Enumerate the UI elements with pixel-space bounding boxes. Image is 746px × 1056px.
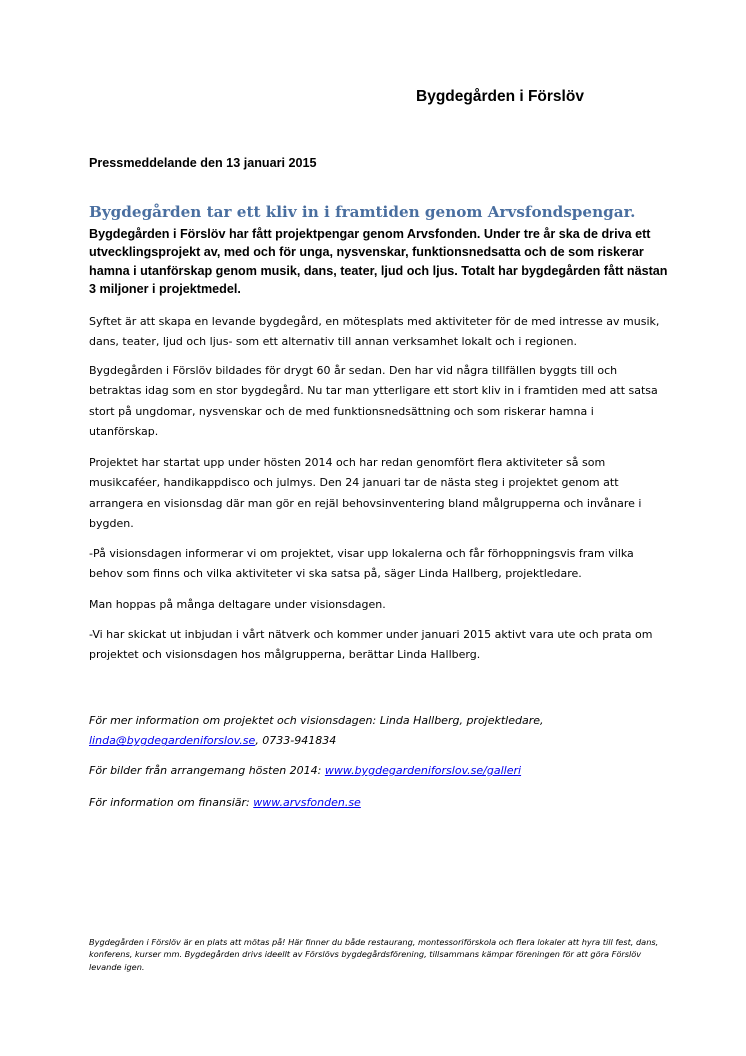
paragraph-history: Bygdegården i Förslöv bildades för drygt 60 år sedan. Den har vid några tillfällen byggts till och betraktas idag som en stor bygdegård. Nu tar man ytterligare ett stort kliv in i framtiden med att satsa stort på ungdomar, nysvenskar och de med funktionsnedsättning och som riskerar hamna i utanförskap.: [89, 364, 658, 439]
paragraph-project-start: Projektet har startat upp under hösten 2014 och har redan genomfört flera aktiviteter så som musikcaféer, handikappdisco och julmys. Den 24 januari tar de nästa steg i projektet genom att arrangera en visionsdag där man gör en rejäl behovsinventering bland målgrupperna och invånare i bygden.: [89, 456, 642, 531]
funder-info: [89, 793, 664, 813]
funder-label: För information om finansiär:: [89, 796, 254, 809]
images-info: [89, 761, 664, 781]
paragraph-quote-network: -Vi har skickat ut inbjudan i vårt nätverk och kommer under januari 2015 aktivt vara ute och prata om projektet och visionsdagen hos målgrupperna, berättar Linda Hallberg.: [89, 628, 653, 662]
paragraph-participants: Man hoppas på många deltagare under visionsdagen.: [89, 598, 386, 611]
organization-name: Bygdegården i Förslöv: [416, 88, 584, 105]
contact-phone: , 0733-941834: [255, 734, 337, 748]
images-label: För bilder från arrangemang hösten 2014:: [89, 764, 325, 777]
paragraph-purpose: Syftet är att skapa en levande bygdegård, en mötesplats med aktiviteter för de med intresse av musik, dans, teater, ljud och ljus- som ett alternativ till annan verksamhet lokalt och i regionen.: [89, 315, 660, 349]
paragraph-quote-visionsdag: -På visionsdagen informerar vi om projektet, visar upp lokalerna och får förhoppningsvis fram vilka behov som finns och vilka aktiviteter vi ska satsa på, säger Linda Hallberg, projektledare.: [89, 547, 634, 581]
funder-link[interactable]: www.arvsfonden.se: [253, 796, 361, 809]
contact-info: [89, 711, 664, 752]
article-headline: Bygdegården tar ett kliv in i framtiden genom Arvsfondspengar.: [89, 203, 636, 221]
gallery-link[interactable]: www.bygdegardeniforslov.se/galleri: [324, 764, 522, 777]
contact-email-link[interactable]: linda@bygdegardeniforslov.se: [89, 734, 256, 748]
article-lead: Bygdegården i Förslöv har fått projektpengar genom Arvsfonden. Under tre år ska de driva ett utvecklingsprojekt av, med och för unga, nysvenskar, funktionsnedsatta och de som riskerar hamna i utanförskap genom musik, dans, teater, ljud och ljus. Totalt har bygdegården fått nästan 3 miljoner i projektmedel.: [89, 227, 668, 296]
press-release-date: Pressmeddelande den 13 januari 2015: [89, 156, 317, 170]
footer-text: Bygdegården i Förslöv är en plats att mötas på! Här finner du både restaurang, montessoriförskola och flera lokaler att hyra till fest, dans, konferens, kurser mm. Bygdegården drivs ideellt av Förslövs bygdegårdsförening, tillsammans kämpar föreningen för att göra Förslöv levande igen.: [89, 937, 659, 972]
contact-info-label: För mer information om projektet och visionsdagen: Linda Hallberg, projektledare,: [89, 714, 544, 727]
